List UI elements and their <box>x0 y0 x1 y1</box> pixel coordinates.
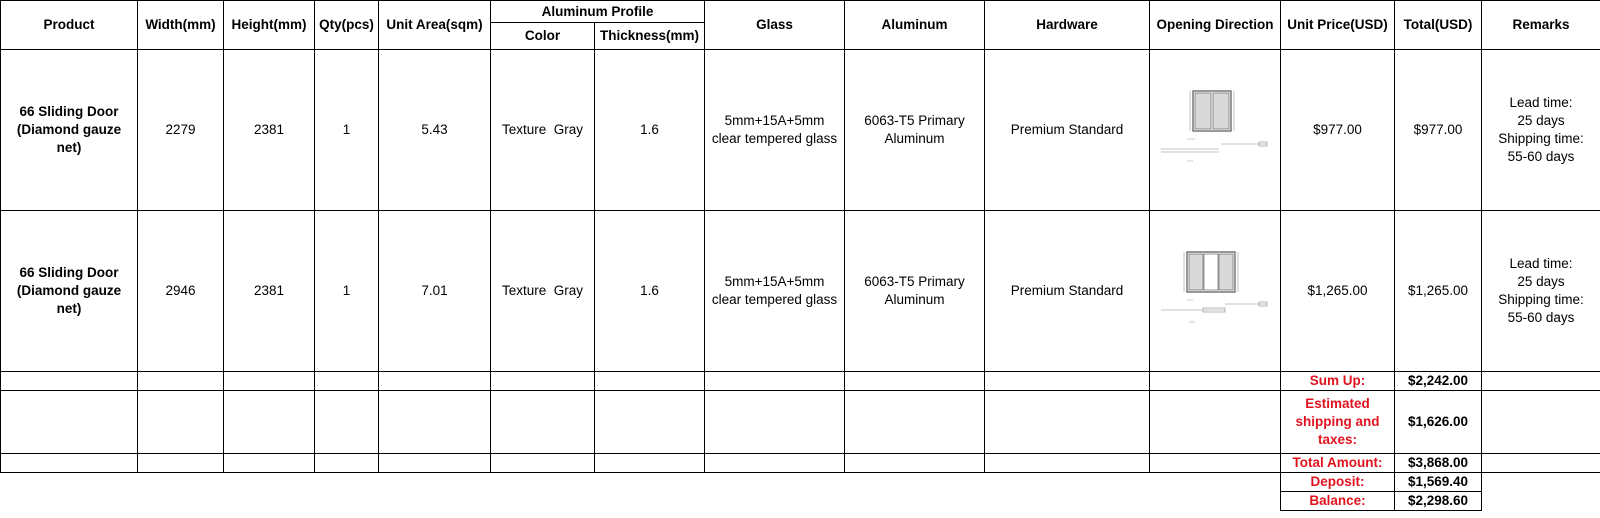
unit-price-cell: $1,265.00 <box>1281 211 1395 372</box>
thickness-cell: 1.6 <box>595 211 705 372</box>
header-color: Color <box>491 23 595 50</box>
shipping-row <box>1 391 1600 454</box>
header-unit-price: Unit Price(USD) <box>1281 1 1395 50</box>
balance-row <box>1 492 1600 511</box>
shipping-value: $1,626.00 <box>1395 391 1482 454</box>
aluminum-cell: 6063-T5 Primary Aluminum <box>845 50 985 211</box>
qty-cell: 1 <box>315 50 379 211</box>
remarks-cell: Lead time: 25 days Shipping time: 55-60 days <box>1482 50 1600 211</box>
total-cell: $977.00 <box>1395 50 1482 211</box>
table-row <box>1 211 1600 372</box>
header-height: Height(mm) <box>224 1 315 50</box>
header-remarks: Remarks <box>1482 1 1600 50</box>
opening-direction-cell <box>1150 50 1281 211</box>
shipping-label: Estimated shipping and taxes: <box>1281 391 1395 454</box>
unit-area-cell: 5.43 <box>379 50 491 211</box>
header-thickness: Thickness(mm) <box>595 23 705 50</box>
height-cell: 2381 <box>224 211 315 372</box>
total-cell: $1,265.00 <box>1395 211 1482 372</box>
header-row <box>1 1 1600 23</box>
header-width: Width(mm) <box>138 1 224 50</box>
balance-label: Balance: <box>1281 492 1395 511</box>
glass-cell: 5mm+15A+5mm clear tempered glass <box>705 211 845 372</box>
qty-cell: 1 <box>315 211 379 372</box>
header-glass: Glass <box>705 1 845 50</box>
deposit-row <box>1 473 1600 492</box>
header-aluminum: Aluminum <box>845 1 985 50</box>
unit-area-cell: 7.01 <box>379 211 491 372</box>
width-cell: 2279 <box>138 50 224 211</box>
sum-up-value: $2,242.00 <box>1395 372 1482 391</box>
header-unit-area: Unit Area(sqm) <box>379 1 491 50</box>
height-cell: 2381 <box>224 50 315 211</box>
total-amount-value: $3,868.00 <box>1395 454 1482 473</box>
sum-up-label: Sum Up: <box>1281 372 1395 391</box>
glass-cell: 5mm+15A+5mm clear tempered glass <box>705 50 845 211</box>
remarks-cell: Lead time: 25 days Shipping time: 55-60 days <box>1482 211 1600 372</box>
header-aluminum-profile: Aluminum Profile <box>491 1 705 23</box>
header-total: Total(USD) <box>1395 1 1482 50</box>
total-amount-label: Total Amount: <box>1281 454 1395 473</box>
deposit-value: $1,569.40 <box>1395 473 1482 492</box>
header-qty: Qty(pcs) <box>315 1 379 50</box>
header-opening-direction: Opening Direction <box>1150 1 1281 50</box>
three-panel-sliding-door-drawing-icon <box>1159 250 1271 332</box>
table-row <box>1 50 1600 211</box>
product-cell: 66 Sliding Door (Diamond gauze net) <box>1 211 138 372</box>
balance-value: $2,298.60 <box>1395 492 1482 511</box>
product-cell: 66 Sliding Door (Diamond gauze net) <box>1 50 138 211</box>
two-panel-sliding-door-drawing-icon <box>1159 89 1271 171</box>
opening-direction-cell <box>1150 211 1281 372</box>
header-hardware: Hardware <box>985 1 1150 50</box>
total-amount-row <box>1 454 1600 473</box>
aluminum-cell: 6063-T5 Primary Aluminum <box>845 211 985 372</box>
header-product: Product <box>1 1 138 50</box>
hardware-cell: Premium Standard <box>985 211 1150 372</box>
hardware-cell: Premium Standard <box>985 50 1150 211</box>
deposit-label: Deposit: <box>1281 473 1395 492</box>
color-cell: Texture Gray <box>491 211 595 372</box>
color-cell: Texture Gray <box>491 50 595 211</box>
thickness-cell: 1.6 <box>595 50 705 211</box>
width-cell: 2946 <box>138 211 224 372</box>
sum-up-row <box>1 372 1600 391</box>
unit-price-cell: $977.00 <box>1281 50 1395 211</box>
